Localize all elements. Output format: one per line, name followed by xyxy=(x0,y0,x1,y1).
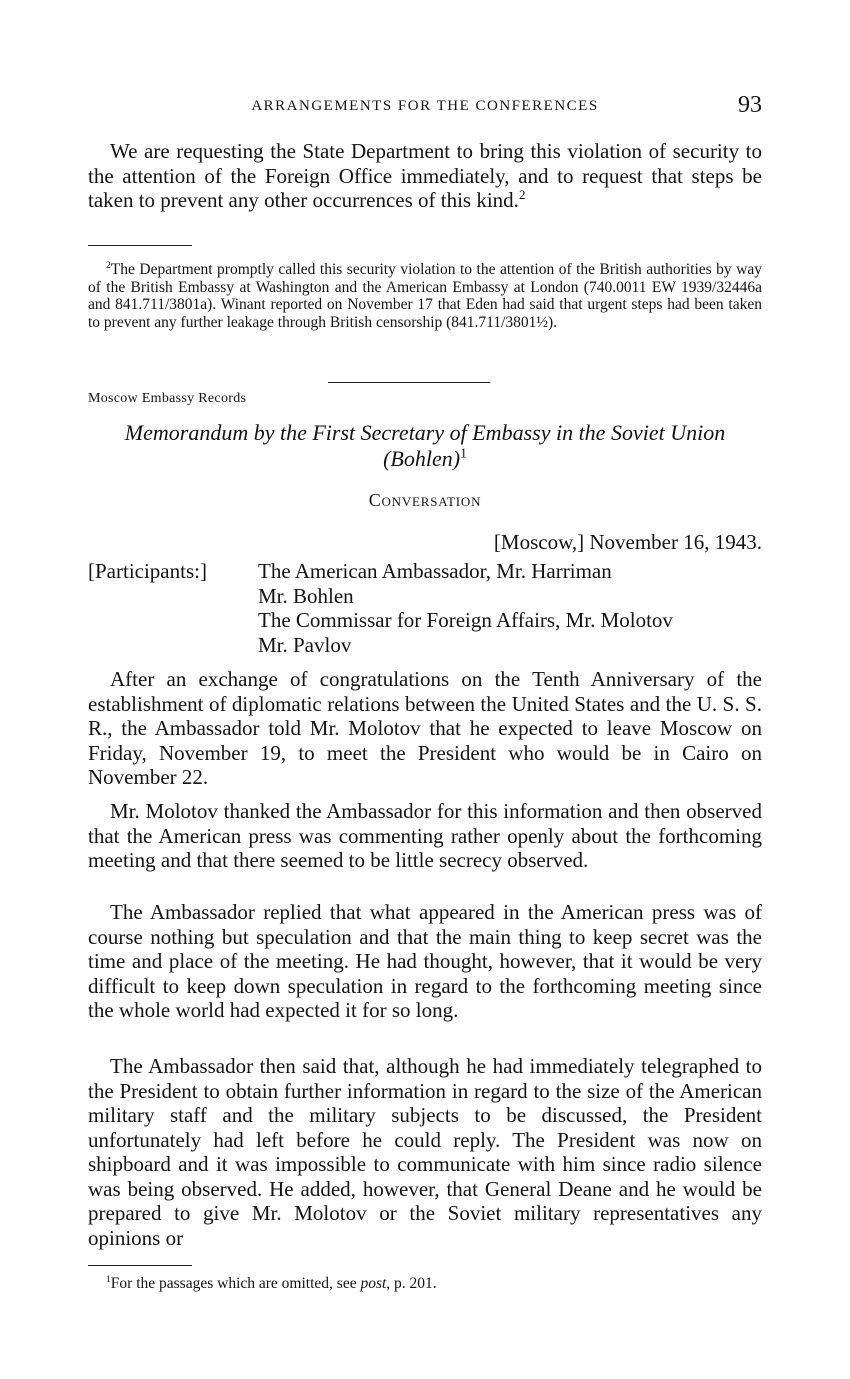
participants-block xyxy=(88,559,762,659)
body-paragraph-2: Mr. Molotov thanked the Ambassador for this information and then observed that the American press was commenting rather openly about the forthcoming meeting and that there seemed to be little secrecy observed. xyxy=(88,799,762,872)
running-head xyxy=(88,92,762,126)
footnote-ref-2: 2 xyxy=(518,187,526,202)
footnote-2 xyxy=(88,261,762,331)
document-title xyxy=(88,420,762,472)
footnote-2-text: The Department promptly called this security violation to the attention of the British authorities by way of the British Embassy at Washington and the American Embassy at London (740.0011 EW 1939/32446a and 841.711/3801a). Winant reported on November 17 that Eden had said that urgent steps had been taken to prevent any further leakage through British censorship (841.711/3801½). xyxy=(88,261,762,331)
body-paragraph-1-block xyxy=(88,667,762,790)
page-number: 93 xyxy=(738,92,762,118)
body-paragraph-4-block xyxy=(88,1054,762,1250)
body-paragraph-2-block xyxy=(88,799,762,873)
footnote-ref-1: 1 xyxy=(460,445,467,461)
document-title-block xyxy=(88,420,762,472)
carryover-paragraph xyxy=(88,139,762,213)
section-divider xyxy=(328,382,490,383)
footnote-rule-top xyxy=(88,245,192,246)
running-title: ARRANGEMENTS FOR THE CONFERENCES xyxy=(251,98,599,114)
participant-item: Mr. Bohlen xyxy=(258,583,354,608)
carryover-paragraph-block xyxy=(88,139,762,213)
footnote-1-block xyxy=(88,1275,762,1293)
footnote-1-text-before: For the passages which are omitted, see xyxy=(110,1275,361,1292)
participant-item: Mr. Pavlov xyxy=(258,632,352,657)
dateline: [Moscow,] November 16, 1943. xyxy=(493,530,762,554)
carryover-paragraph-text: We are requesting the State Department to bring this violation of security to the attention of the Foreign Office immediately, and to request that steps be taken to prevent any other occurrences of this kind. xyxy=(88,139,762,212)
document-title-text: Memorandum by the First Secretary of Embassy in the Soviet Union (Bohlen) xyxy=(124,420,726,471)
body-paragraph-4: The Ambassador then said that, although he had immediately telegraphed to the President to obtain further information in regard to the size of the American military staff and the military subjects to be discussed, the President unfortunately had left before he could reply. The President was now on shipboard and it was impossible to communicate with him since radio silence was being observed. He added, however, that General Deane and he would be prepared to give Mr. Molotov or the Soviet military representatives any opinions or xyxy=(88,1054,762,1250)
participants-label: [Participants:] xyxy=(88,559,207,583)
footnote-1 xyxy=(88,1275,762,1293)
footnote-rule-bottom xyxy=(88,1265,192,1266)
participant-item: The American Ambassador, Mr. Harriman xyxy=(258,559,612,583)
footnote-1-marker: 1 xyxy=(106,1273,111,1285)
body-paragraph-1: After an exchange of congratulations on the Tenth Anniversary of the establishment of diplomatic relations between the United States and the U. S. S. R., the Ambassador told Mr. Molotov that he expected to leave Moscow on Friday, November 19, to meet the President who would be in Cairo on November 22. xyxy=(88,667,762,789)
participants-list xyxy=(258,559,673,657)
footnote-2-block xyxy=(88,261,762,331)
footnote-2-marker: 2 xyxy=(106,259,111,271)
footnote-1-text-after: , p. 201. xyxy=(386,1275,437,1292)
document-type: Conversation xyxy=(368,490,482,510)
body-paragraph-3-block xyxy=(88,900,762,1023)
participant-item: The Commissar for Foreign Affairs, Mr. Molotov xyxy=(258,608,673,632)
source-label: Moscow Embassy Records xyxy=(88,391,247,406)
footnote-1-text-italic: post xyxy=(360,1275,387,1292)
body-paragraph-3: The Ambassador replied that what appeared in the American press was of course nothing but speculation and that the main thing to keep secret was the time and place of the meeting. He had thought, however, that it would be very difficult to keep down speculation in regard to the forthcoming meeting since the whole world had expected it for so long. xyxy=(88,900,762,1022)
